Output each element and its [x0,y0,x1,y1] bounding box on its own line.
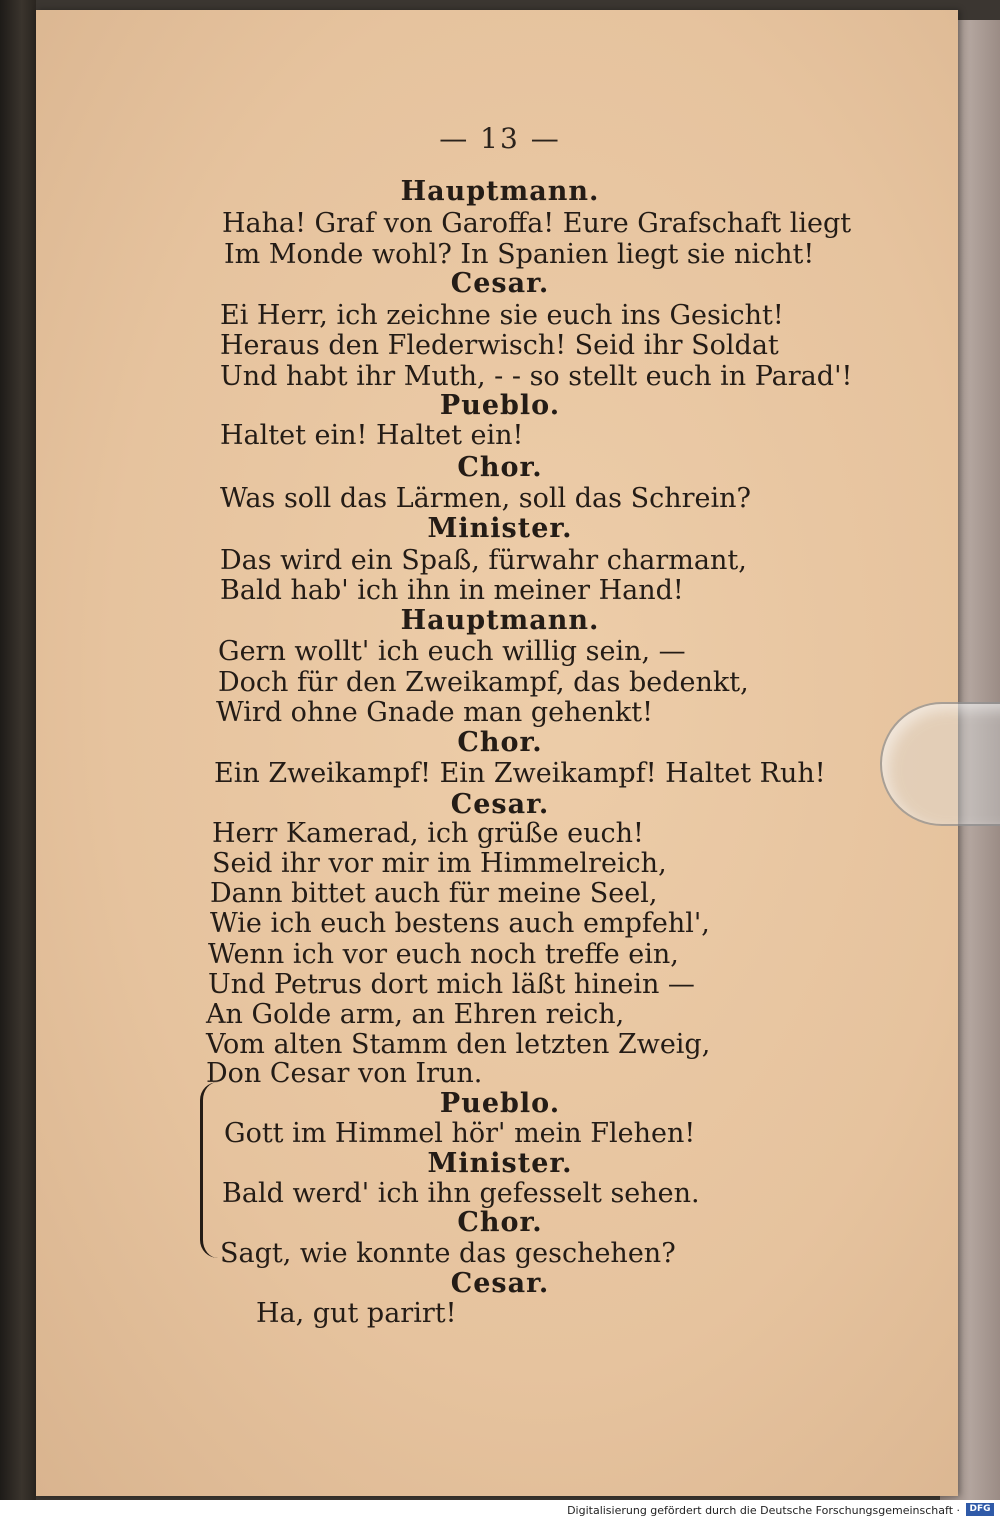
speaker-heading: Cesar. [450,268,550,299]
verse-line: Ei Herr, ich zeichne sie euch ins Gesicht! [220,300,784,331]
speaker-heading: Pueblo. [439,1088,561,1119]
footer-bar [0,1500,1000,1519]
verse-line: Bald werd' ich ihn gefesselt sehen. [222,1178,700,1209]
verse-line: Das wird ein Spaß, fürwahr charmant, [220,545,747,576]
verse-line: Wird ohne Gnade man gehenkt! [216,697,653,728]
verse-line: Herr Kamerad, ich grüße euch! [212,818,644,849]
speaker-heading: Chor. [457,1207,543,1238]
verse-line: Gott im Himmel hör' mein Flehen! [224,1118,696,1149]
footer-credit: Digitalisierung gefördert durch die Deutsche Forschungsgemeinschaft · [567,1504,960,1517]
verse-line: Seid ihr vor mir im Himmelreich, [212,848,667,879]
verse-line: An Golde arm, an Ehren reich, [206,999,625,1030]
verse-line: Und Petrus dort mich läßt hinein — [208,969,695,1000]
verse-line: Und habt ihr Muth, - - so stellt euch in Parad'! [220,361,853,392]
dfg-logo-icon: DFG [966,1503,994,1516]
speaker-heading: Chor. [457,452,543,483]
speaker-heading: Cesar. [450,789,550,820]
verse-line: Ein Zweikampf! Ein Zweikampf! Haltet Ruh! [214,758,826,789]
speaker-heading: Pueblo. [439,390,561,421]
verse-line: Haha! Graf von Garoffa! Eure Grafschaft liegt [222,208,852,239]
verse-line: Wie ich euch bestens auch empfehl', [210,908,710,939]
verse-line: Don Cesar von Irun. [206,1058,483,1089]
speaker-heading: Chor. [457,727,543,758]
book-binding [0,0,36,1500]
verse-line: Bald hab' ich ihn in meiner Hand! [220,575,684,606]
speaker-heading: Minister. [427,1148,573,1179]
verse-line: Wenn ich vor euch noch treffe ein, [208,939,679,970]
verse-line: Im Monde wohl? In Spanien liegt sie nicht! [224,239,815,270]
verse-line: Doch für den Zweikampf, das bedenkt, [218,667,749,698]
speaker-heading: Hauptmann. [400,605,600,636]
verse-line: Sagt, wie konnte das geschehen? [220,1238,676,1269]
speaker-heading: Hauptmann. [400,176,600,207]
page-clip [880,702,1000,826]
verse-line: Heraus den Flederwisch! Seid ihr Soldat [220,330,779,361]
speaker-heading: Cesar. [450,1268,550,1299]
verse-line: Vom alten Stamm den letzten Zweig, [206,1029,711,1060]
verse-line: Ha, gut parirt! [256,1298,457,1329]
page-number: — 13 — [439,122,561,155]
verse-line: Gern wollt' ich euch willig sein, — [218,636,686,667]
verse-line: Dann bittet auch für meine Seel, [210,878,658,909]
verse-line: Was soll das Lärmen, soll das Schrein? [220,483,751,514]
verse-line: Haltet ein! Haltet ein! [220,420,524,451]
speaker-heading: Minister. [427,513,573,544]
